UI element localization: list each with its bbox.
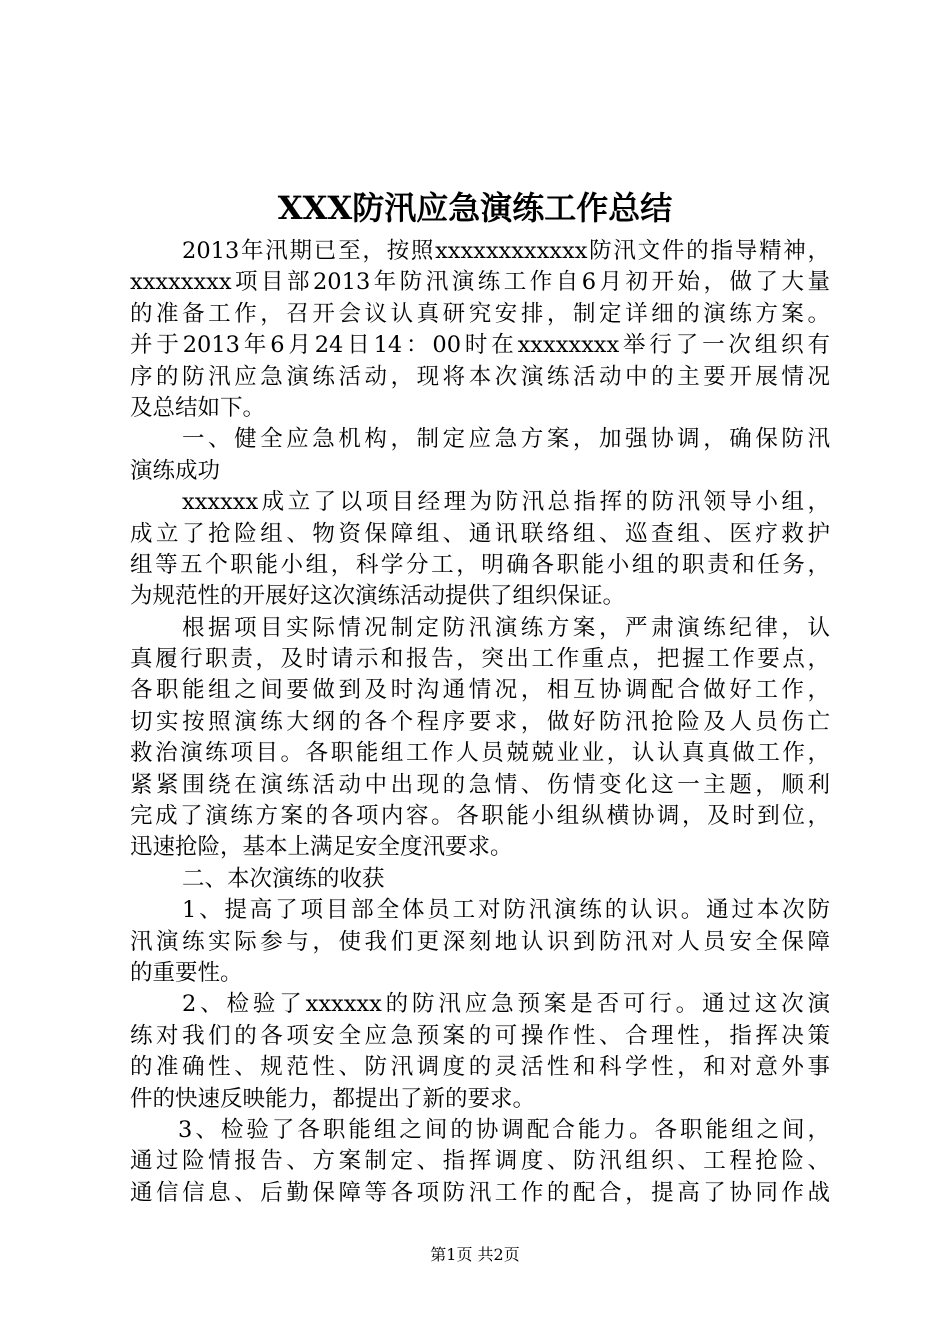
text-line: 3、检验了各职能组之间的协调配合能力。各职能组之间， <box>178 1116 830 1143</box>
text-line: 切实按照演练大纲的各个程序要求，做好防汛抢险及人员伤亡 <box>130 708 830 735</box>
text-line: 通过险情报告、方案制定、指挥调度、防汛组织、工程抢险、 <box>130 1148 830 1175</box>
text-line: 序的防汛应急演练活动，现将本次演练活动中的主要开展情况 <box>130 363 830 390</box>
text-line: 练对我们的各项安全应急预案的可操作性、合理性，指挥决策 <box>130 1022 830 1049</box>
page-footer: 第1页 共2页 <box>430 1245 520 1264</box>
text-line: 的重要性。 <box>130 959 243 986</box>
text-line: 的准确性、规范性、防汛调度的灵活性和科学性，和对意外事 <box>130 1054 830 1081</box>
text-line: 救治演练项目。各职能组工作人员兢兢业业，认认真真做工作， <box>130 740 830 767</box>
text-line: 汛演练实际参与，使我们更深刻地认识到防汛对人员安全保障 <box>130 928 830 955</box>
text-line: 二、本次演练的收获 <box>182 865 385 892</box>
text-line: xxxxxxxx项目部2013年防汛演练工作自6月初开始，做了大量 <box>130 269 830 296</box>
text-line: 的准备工作，召开会议认真研究安排，制定详细的演练方案。 <box>130 300 830 327</box>
document-title: XXX防汛应急演练工作总结 <box>277 189 673 227</box>
text-line: 并于2013年6月24日14：00时在xxxxxxxx举行了一次组织有 <box>130 332 830 359</box>
text-line: 根据项目实际情况制定防汛演练方案，严肃演练纪律，认 <box>182 614 830 641</box>
text-line: 及总结如下。 <box>130 394 266 421</box>
text-line: 为规范性的开展好这次演练活动提供了组织保证。 <box>130 583 626 610</box>
text-line: xxxxxx成立了以项目经理为防汛总指挥的防汛领导小组， <box>182 489 830 516</box>
text-line: 演练成功 <box>130 457 221 484</box>
text-line: 一、健全应急机构，制定应急方案，加强协调，确保防汛 <box>182 426 830 453</box>
text-line: 2、检验了xxxxxx的防汛应急预案是否可行。通过这次演 <box>182 991 830 1018</box>
text-line: 各职能组之间要做到及时沟通情况，相互协调配合做好工作， <box>130 677 830 704</box>
text-line: 通信信息、后勤保障等各项防汛工作的配合，提高了协同作战 <box>130 1179 830 1206</box>
text-line: 成立了抢险组、物资保障组、通讯联络组、巡查组、医疗救护 <box>130 520 830 547</box>
text-line: 迅速抢险，基本上满足安全度汛要求。 <box>130 834 513 861</box>
text-line: 2013年汛期已至，按照xxxxxxxxxxxx防汛文件的指导精神， <box>182 238 830 264</box>
text-line: 紧紧围绕在演练活动中出现的急情、伤情变化这一主题，顺利 <box>130 771 830 798</box>
text-line: 真履行职责，及时请示和报告，突出工作重点，把握工作要点， <box>130 646 830 673</box>
text-line: 件的快速反映能力，都提出了新的要求。 <box>130 1085 536 1112</box>
text-line: 1、提高了项目部全体员工对防汛演练的认识。通过本次防 <box>182 897 830 924</box>
text-line: 组等五个职能小组，科学分工，明确各职能小组的职责和任务， <box>130 551 830 578</box>
document-body <box>130 236 830 1209</box>
text-line: 完成了演练方案的各项内容。各职能小组纵横协调，及时到位， <box>130 803 830 830</box>
